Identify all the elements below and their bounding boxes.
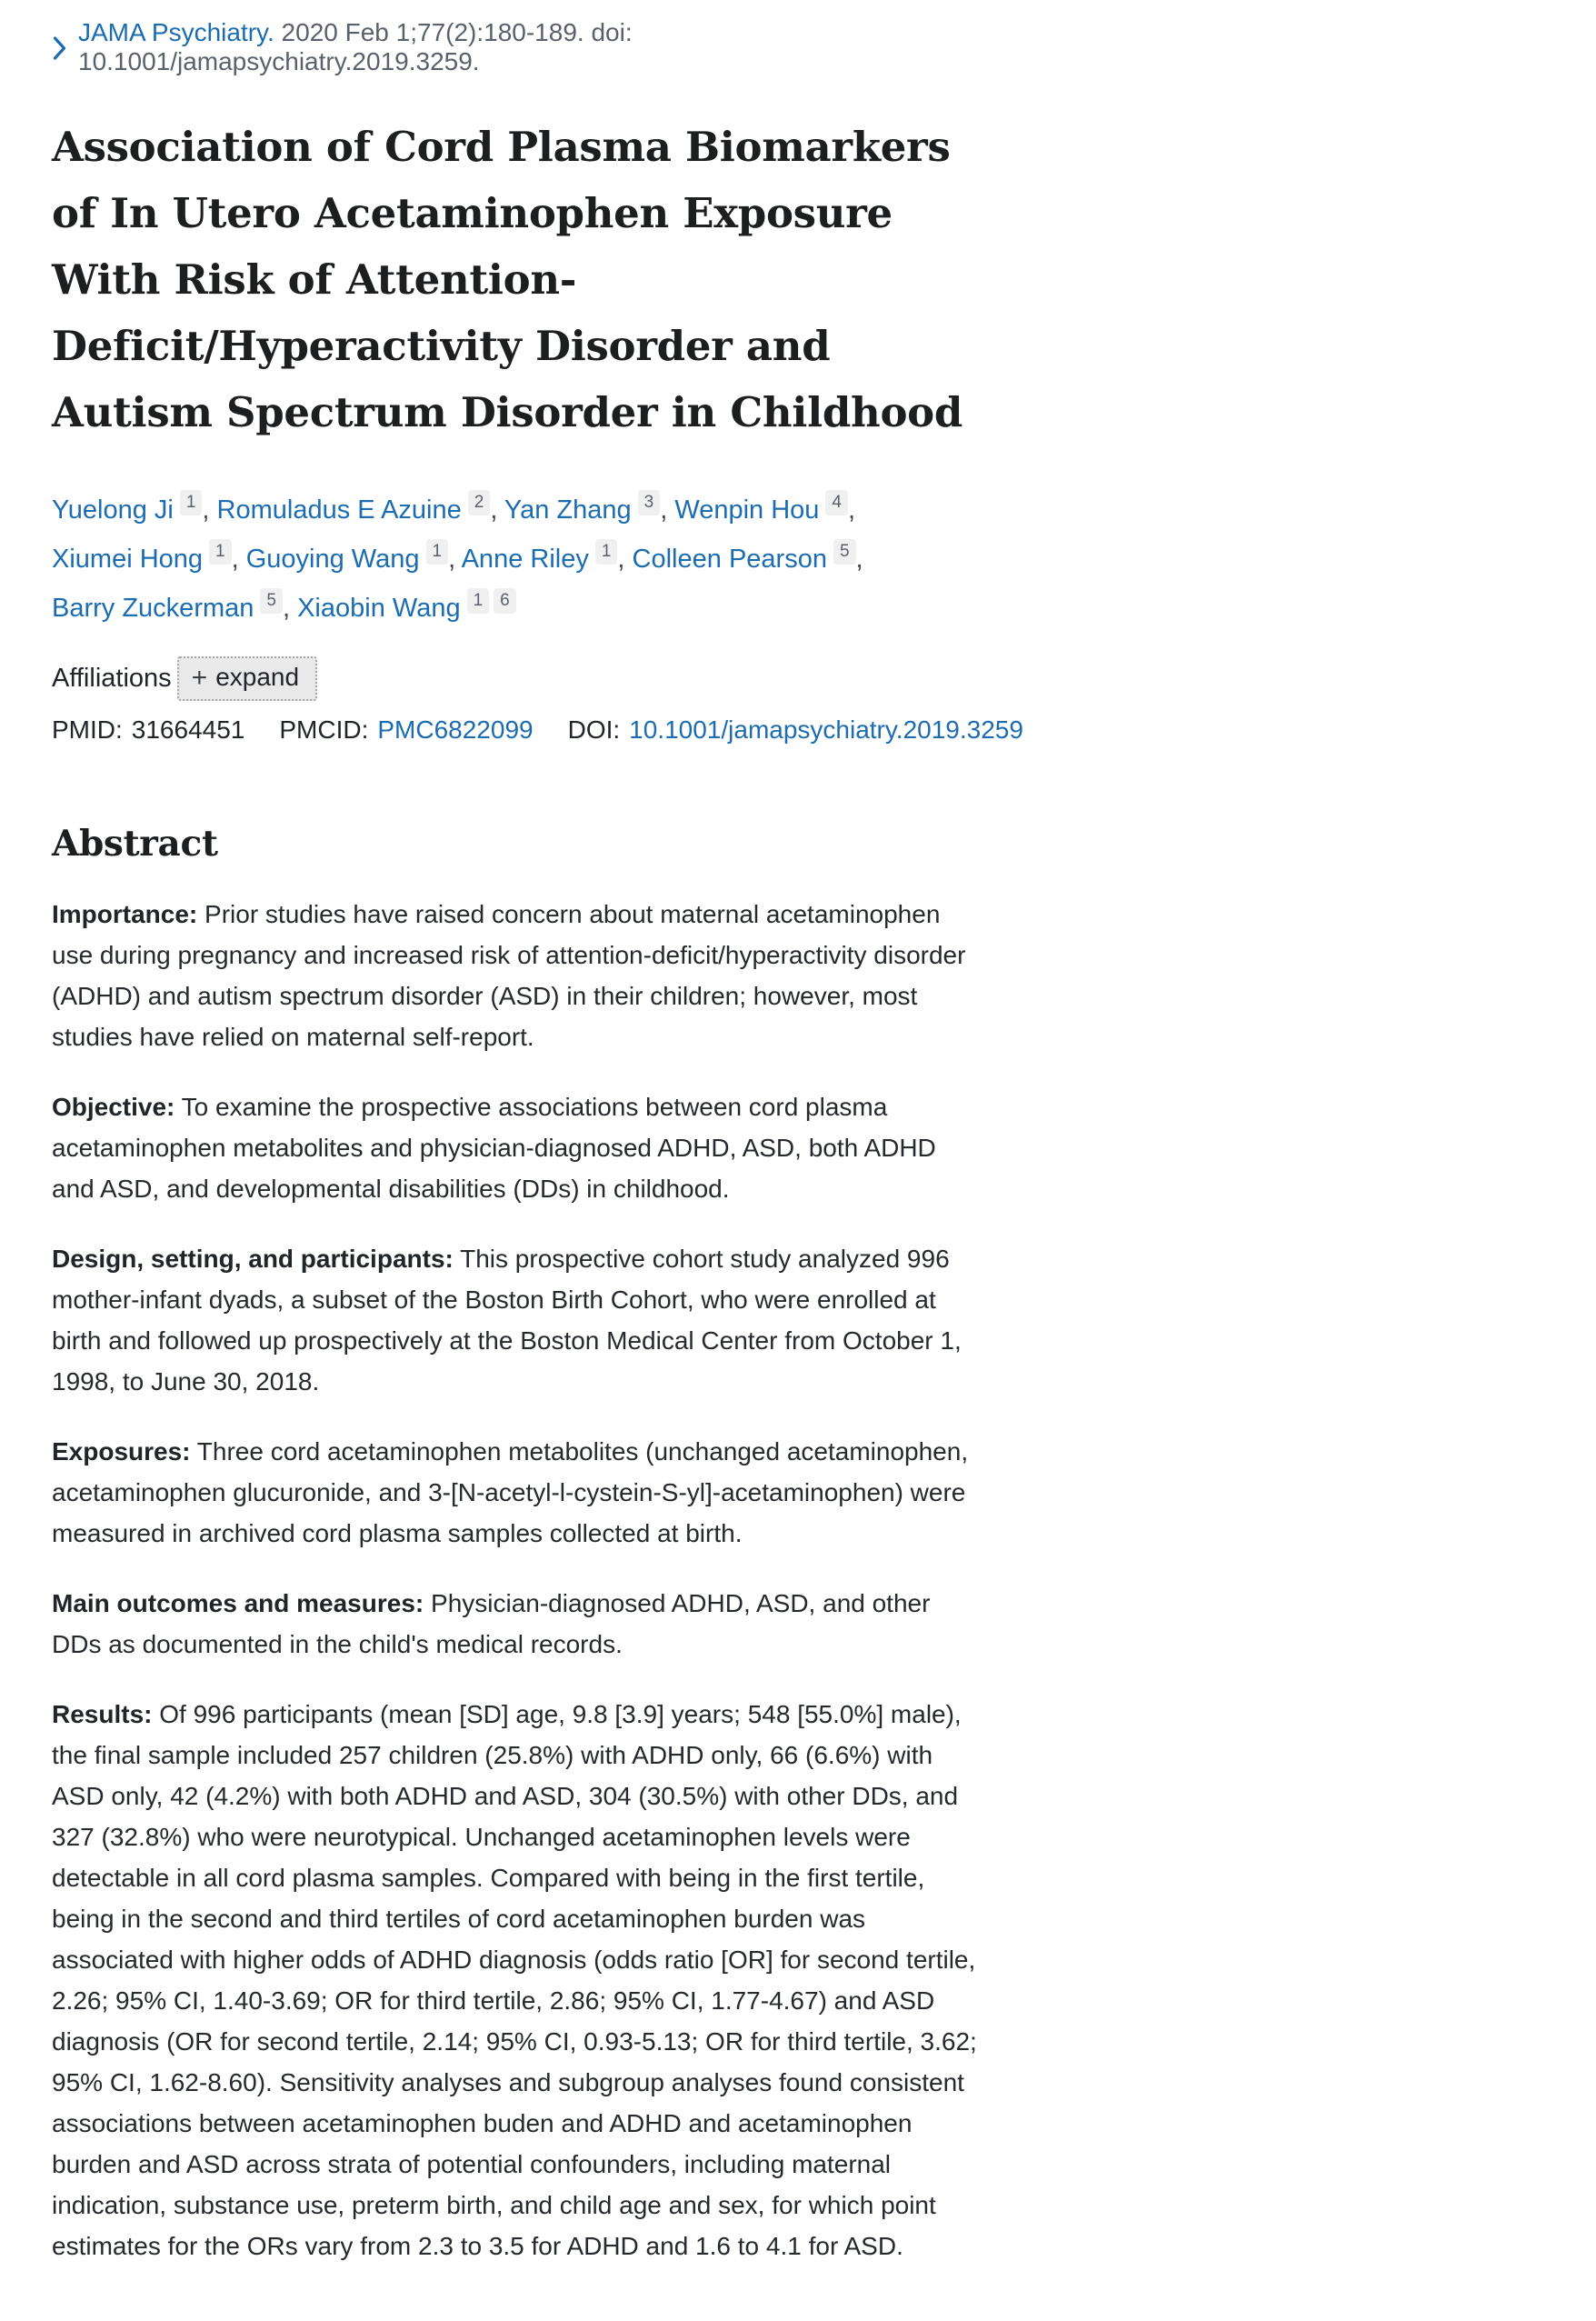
author-affiliation-number: 1 [426, 539, 449, 565]
author-item [52, 495, 202, 525]
article-title: Association of Cord Plasma Biomarkers of In Utero Acetaminophen Exposure With Risk of Attention-Deficit/Hyperactivity Disorder and Autism Spectrum Disorder in Childhood [52, 123, 963, 436]
author-link[interactable]: Romuladus E Azuine [216, 495, 462, 525]
affiliations-row [52, 656, 988, 701]
abstract-section-label: Objective: [52, 1093, 175, 1122]
author-affiliation-number: 1 [595, 539, 618, 565]
abstract-section-label: Main outcomes and measures: [52, 1589, 424, 1618]
chevron-right-icon [52, 35, 67, 61]
abstract-section-label: Exposures: [52, 1437, 191, 1466]
abstract-section: Design, setting, and participants: This prospective cohort study analyzed 996 mother-infant dyads, a subset of the Boston Birth Cohort, who were enrolled at birth and followed up prospectively at the Boston Medical Center from October 1, 1998, to June 30, 2018. [52, 1245, 962, 1396]
author-affiliation-number: 1 [467, 588, 490, 614]
author-link[interactable]: Anne Riley [461, 545, 589, 575]
author-item [52, 542, 232, 575]
author-affiliation-number: 6 [494, 588, 516, 614]
journal-citation [52, 18, 988, 76]
pmid-group [52, 715, 244, 745]
author-item [461, 542, 618, 575]
expand-button-label: expand [215, 663, 300, 692]
abstract-section: Main outcomes and measures: Physician-diagnosed ADHD, ASD, and other DDs as documented in the child's medical records. [52, 1589, 931, 1659]
author-link[interactable]: Guoying Wang [245, 545, 420, 575]
author-affiliation-number: 1 [180, 490, 203, 515]
author-separator: , [855, 545, 863, 575]
abstract-section: Exposures: Three cord acetaminophen metabolites (unchanged acetaminophen, acetaminophen glucuronide, and 3-[N-acetyl-l-cystein-S-yl]-acetaminophen) were measured in archived cord plasma samples collected at birth. [52, 1437, 969, 1548]
author-affiliation-number: 5 [260, 588, 283, 614]
author-link[interactable]: Colleen Pearson [632, 545, 827, 575]
author-link[interactable]: Yuelong Ji [52, 495, 174, 525]
author-item [674, 495, 848, 525]
pmcid-link[interactable]: PMC6822099 [377, 715, 534, 745]
pmcid-label: PMCID: [279, 715, 369, 745]
identifiers-row [52, 715, 1023, 745]
doi-group [568, 715, 1023, 745]
author-separator: , [202, 495, 217, 525]
author-affiliation-number: 2 [468, 490, 491, 515]
affiliations-label: Affiliations [52, 664, 172, 694]
author-separator: , [490, 495, 504, 525]
author-separator: , [282, 594, 298, 624]
citation-details: 2020 Feb 1;77(2):180-189. doi: 10.1001/jamapsychiatry.2019.3259. [78, 18, 633, 75]
abstract-heading: Abstract [52, 823, 218, 865]
author-separator: , [617, 545, 633, 575]
abstract-section: Objective: To examine the prospective associations between cord plasma acetaminophen metabolites and physician-diagnosed ADHD, ASD, both ADHD and ASD, and developmental disabilities (DDs) in childhood. [52, 1093, 936, 1204]
author-link[interactable]: Wenpin Hou [674, 495, 820, 525]
doi-link[interactable]: 10.1001/jamapsychiatry.2019.3259 [629, 715, 1023, 745]
author-affiliation-number: 5 [833, 539, 856, 565]
author-item [297, 591, 516, 624]
author-affiliation-number: 4 [825, 490, 848, 515]
doi-label: DOI: [567, 715, 621, 745]
author-separator: , [448, 545, 462, 575]
author-affiliation-number: 3 [638, 490, 661, 515]
author-separator: , [231, 545, 246, 575]
author-separator: , [848, 495, 856, 525]
author-item [217, 495, 491, 525]
abstract-section-label: Importance: [52, 900, 198, 929]
author-affiliation-number: 1 [209, 539, 232, 565]
journal-link[interactable]: JAMA Psychiatry. [78, 18, 274, 46]
pmcid-group [279, 715, 533, 745]
abstract-section-label: Design, setting, and participants: [52, 1245, 454, 1274]
affiliations-expand-button[interactable] [177, 656, 317, 701]
author-separator: , [660, 495, 675, 525]
pmid-value: 31664451 [131, 715, 245, 745]
author-list [52, 485, 961, 633]
pmid-label: PMID: [52, 715, 123, 745]
abstract-section: Results: Of 996 participants (mean [SD] age, 9.8 [3.9] years; 548 [55.0%] male), the final sample included 257 children (25.8%) with ADHD only, 66 (6.6%) with ASD only, 42 (4.2%) with both ADHD and ASD, 304 (30.5%) with other DDs, and 327 (32.8%) who were neurotypical. Unchanged acetaminophen levels were detectable in all cord plasma samples. Compared with being in the first tertile, being in the second and third tertiles of cord acetaminophen burden was associated with higher odds of ADHD diagnosis (odds ratio [OR] for second tertile, 2.26; 95% CI, 1.40-3.69; OR for third tertile, 2.86; 95% CI, 1.77-4.67) and ASD diagnosis (OR for second tertile, 2.14; 95% CI, 0.93-5.13; OR for third tertile, 3.62; 95% CI, 1.62-8.60). Sensitivity analyses and subgroup analyses found consistent associations between acetaminophen buden and ADHD and acetaminophen burden and ASD across strata of potential confounders, including maternal indication, substance use, preterm birth, and child age and sex, for which point estimates for the ORs vary from 2.3 to 3.5 for ADHD and 1.6 to 4.1 for ASD. [52, 1700, 977, 2261]
author-link[interactable]: Xiumei Hong [52, 545, 204, 575]
abstract-body [52, 894, 988, 2266]
author-item [245, 542, 448, 575]
author-link[interactable]: Yan Zhang [504, 495, 632, 525]
author-link[interactable]: Xiaobin Wang [297, 594, 461, 624]
abstract-section: Importance: Prior studies have raised concern about maternal acetaminophen use during pregnancy and increased risk of attention-deficit/hyperactivity disorder (ADHD) and autism spectrum disorder (ASD) in their children; however, most studies have relied on maternal self-report. [52, 900, 966, 1052]
author-link[interactable]: Barry Zuckerman [52, 594, 254, 624]
author-item [632, 542, 856, 575]
plus-icon: + [191, 662, 208, 693]
abstract-section-label: Results: [52, 1700, 153, 1729]
author-item [504, 495, 660, 525]
author-item [52, 591, 283, 624]
